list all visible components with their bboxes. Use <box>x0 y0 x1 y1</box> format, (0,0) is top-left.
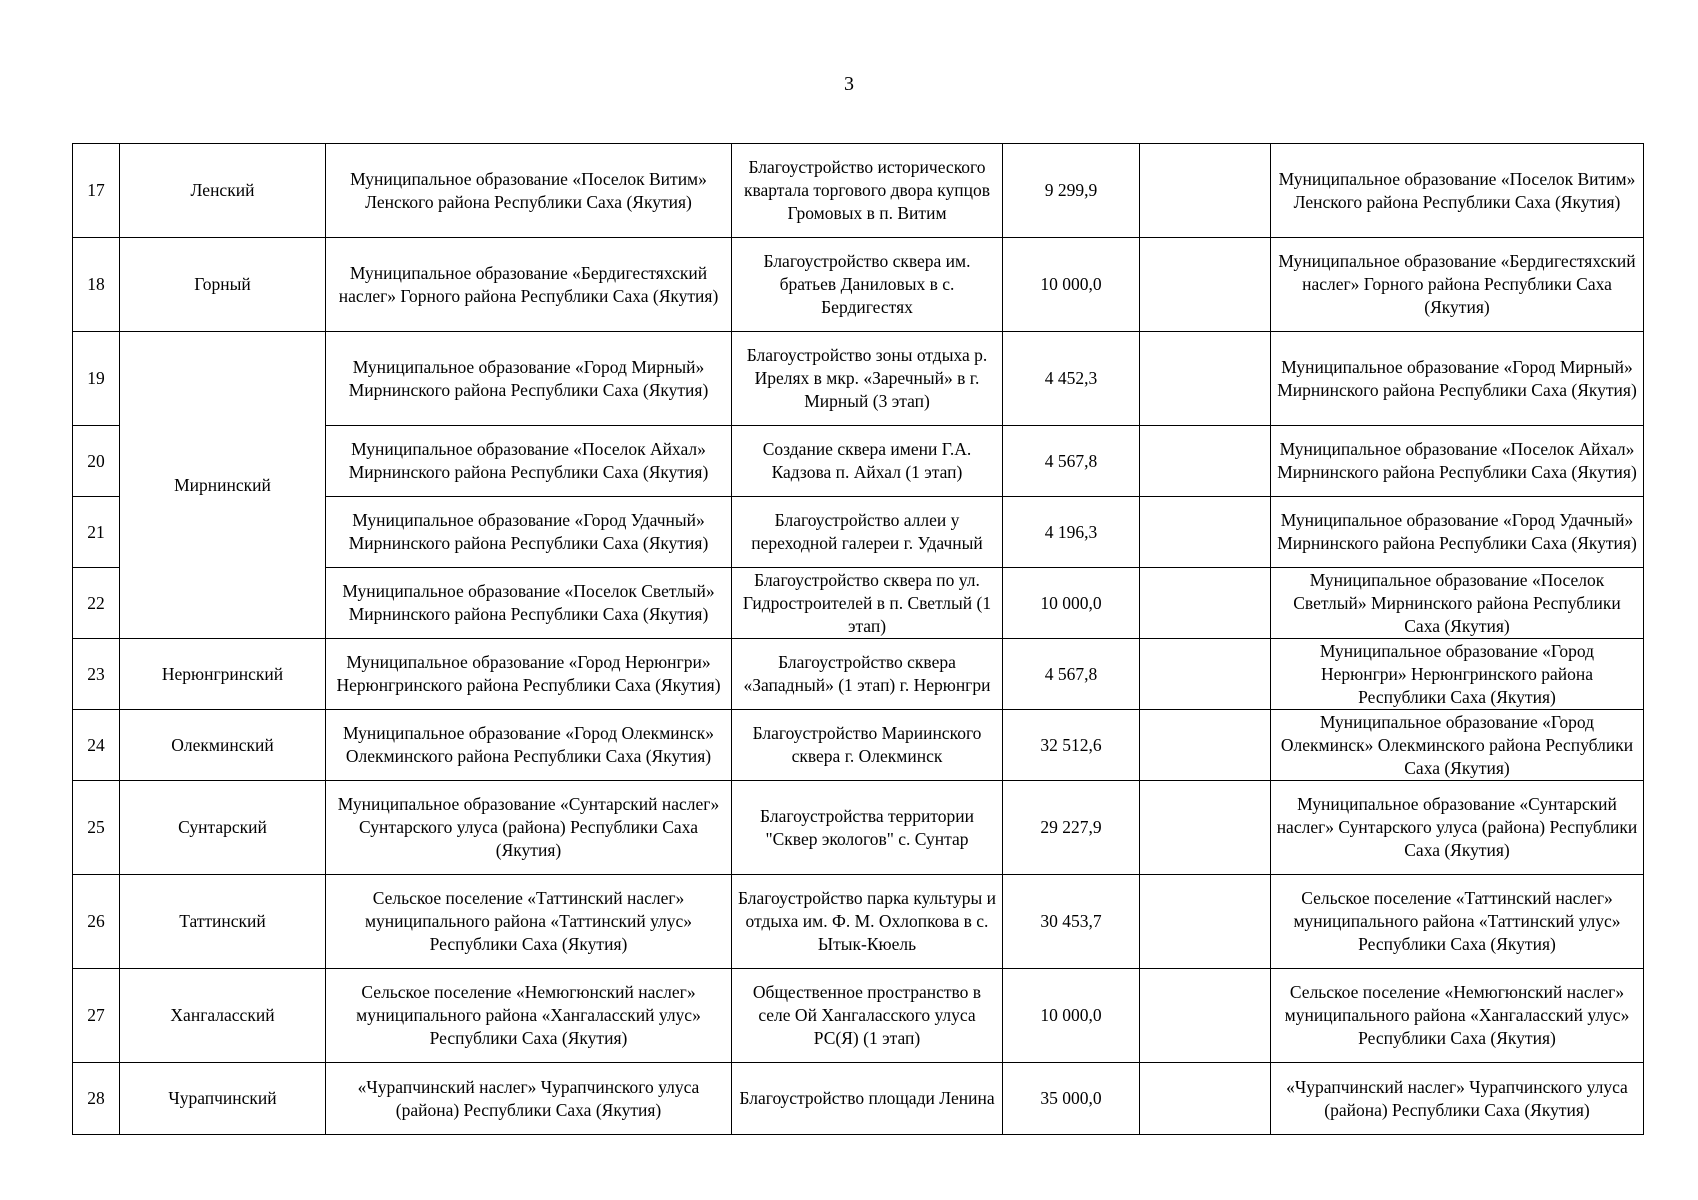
empty-cell <box>1140 426 1271 497</box>
recipient-cell: Муниципальное образование «Бердигестяхский наслег» Горного района Республики Саха (Якутия) <box>1271 238 1644 332</box>
recipient-cell: Муниципальное образование «Город Нерюнгри» Нерюнгринского района Республики Саха (Якутия) <box>1271 639 1644 710</box>
amount-cell: 10 000,0 <box>1003 969 1140 1063</box>
row-number: 26 <box>73 875 120 969</box>
municipality-cell: Муниципальное образование «Поселок Айхал» Мирнинского района Республики Саха (Якутия) <box>326 426 732 497</box>
empty-cell <box>1140 710 1271 781</box>
recipient-cell: Сельское поселение «Немюгюнский наслег» муниципального района «Хангаласский улус» Республики Саха (Якутия) <box>1271 969 1644 1063</box>
project-cell: Благоустройство сквера по ул. Гидростроителей в п. Светлый (1 этап) <box>732 568 1003 639</box>
empty-cell <box>1140 238 1271 332</box>
empty-cell <box>1140 781 1271 875</box>
recipient-cell: Муниципальное образование «Город Олекминск» Олекминского района Республики Саха (Якутия) <box>1271 710 1644 781</box>
municipality-cell: Муниципальное образование «Город Нерюнгри» Нерюнгринского района Республики Саха (Якутия) <box>326 639 732 710</box>
project-cell: Благоустройство площади Ленина <box>732 1063 1003 1135</box>
project-cell: Общественное пространство в селе Ой Хангаласского улуса РС(Я) (1 этап) <box>732 969 1003 1063</box>
empty-cell <box>1140 144 1271 238</box>
empty-cell <box>1140 497 1271 568</box>
project-cell: Благоустройство парка культуры и отдыха им. Ф. М. Охлопкова в с. Ытык-Кюель <box>732 875 1003 969</box>
row-number: 21 <box>73 497 120 568</box>
row-number: 25 <box>73 781 120 875</box>
row-number: 17 <box>73 144 120 238</box>
amount-cell: 30 453,7 <box>1003 875 1140 969</box>
recipient-cell: Сельское поселение «Таттинский наслег» муниципального района «Таттинский улус» Республики Саха (Якутия) <box>1271 875 1644 969</box>
district-name: Олекминский <box>120 710 326 781</box>
table-row <box>73 639 1644 710</box>
municipality-cell: Муниципальное образование «Город Мирный» Мирнинского района Республики Саха (Якутия) <box>326 332 732 426</box>
project-cell: Благоустройство сквера им. братьев Даниловых в с. Бердигестях <box>732 238 1003 332</box>
table-row <box>73 144 1644 238</box>
table-row <box>73 1063 1644 1135</box>
row-number: 27 <box>73 969 120 1063</box>
municipality-cell: Муниципальное образование «Город Удачный» Мирнинского района Республики Саха (Якутия) <box>326 497 732 568</box>
row-number: 19 <box>73 332 120 426</box>
amount-cell: 4 452,3 <box>1003 332 1140 426</box>
district-name: Чурапчинский <box>120 1063 326 1135</box>
amount-cell: 32 512,6 <box>1003 710 1140 781</box>
amount-cell: 4 196,3 <box>1003 497 1140 568</box>
row-number: 24 <box>73 710 120 781</box>
row-number: 23 <box>73 639 120 710</box>
empty-cell <box>1140 1063 1271 1135</box>
row-number: 20 <box>73 426 120 497</box>
amount-cell: 9 299,9 <box>1003 144 1140 238</box>
project-cell: Благоустройство исторического квартала торгового двора купцов Громовых в п. Витим <box>732 144 1003 238</box>
recipient-cell: «Чурапчинский наслег» Чурапчинского улуса (района) Республики Саха (Якутия) <box>1271 1063 1644 1135</box>
recipient-cell: Муниципальное образование «Поселок Светлый» Мирнинского района Республики Саха (Якутия) <box>1271 568 1644 639</box>
recipient-cell: Муниципальное образование «Поселок Витим» Ленского района Республики Саха (Якутия) <box>1271 144 1644 238</box>
table-row <box>73 781 1644 875</box>
empty-cell <box>1140 969 1271 1063</box>
amount-cell: 10 000,0 <box>1003 568 1140 639</box>
district-name: Ленский <box>120 144 326 238</box>
recipient-cell: Муниципальное образование «Город Удачный» Мирнинского района Республики Саха (Якутия) <box>1271 497 1644 568</box>
project-cell: Благоустройство сквера «Западный» (1 этап) г. Нерюнгри <box>732 639 1003 710</box>
empty-cell <box>1140 332 1271 426</box>
project-cell: Благоустройство зоны отдыха р. Ирелях в мкр. «Заречный» в г. Мирный (3 этап) <box>732 332 1003 426</box>
row-number: 22 <box>73 568 120 639</box>
district-name: Горный <box>120 238 326 332</box>
recipient-cell: Муниципальное образование «Город Мирный» Мирнинского района Республики Саха (Якутия) <box>1271 332 1644 426</box>
municipality-cell: Сельское поселение «Немюгюнский наслег» муниципального района «Хангаласский улус» Республики Саха (Якутия) <box>326 969 732 1063</box>
amount-cell: 29 227,9 <box>1003 781 1140 875</box>
district-name: Таттинский <box>120 875 326 969</box>
recipient-cell: Муниципальное образование «Сунтарский наслег» Сунтарского улуса (района) Республики Саха (Якутия) <box>1271 781 1644 875</box>
municipality-cell: Муниципальное образование «Поселок Витим» Ленского района Республики Саха (Якутия) <box>326 144 732 238</box>
empty-cell <box>1140 875 1271 969</box>
amount-cell: 4 567,8 <box>1003 426 1140 497</box>
project-cell: Создание сквера имени Г.А. Кадзова п. Айхал (1 этап) <box>732 426 1003 497</box>
amount-cell: 4 567,8 <box>1003 639 1140 710</box>
amount-cell: 35 000,0 <box>1003 1063 1140 1135</box>
row-number: 18 <box>73 238 120 332</box>
table-row <box>73 875 1644 969</box>
project-cell: Благоустройства территории "Сквер экологов" с. Сунтар <box>732 781 1003 875</box>
municipality-cell: Муниципальное образование «Поселок Светлый» Мирнинского района Республики Саха (Якутия) <box>326 568 732 639</box>
project-cell: Благоустройство Мариинского сквера г. Олекминск <box>732 710 1003 781</box>
district-name: Хангаласский <box>120 969 326 1063</box>
page-number: 3 <box>844 73 854 95</box>
municipality-cell: Муниципальное образование «Город Олекминск» Олекминского района Республики Саха (Якутия) <box>326 710 732 781</box>
empty-cell <box>1140 568 1271 639</box>
municipality-cell: «Чурапчинский наслег» Чурапчинского улуса (района) Республики Саха (Якутия) <box>326 1063 732 1135</box>
row-number: 28 <box>73 1063 120 1135</box>
empty-cell <box>1140 639 1271 710</box>
municipality-cell: Сельское поселение «Таттинский наслег» муниципального района «Таттинский улус» Республики Саха (Якутия) <box>326 875 732 969</box>
municipality-cell: Муниципальное образование «Сунтарский наслег» Сунтарского улуса (района) Республики Саха (Якутия) <box>326 781 732 875</box>
table-row <box>73 238 1644 332</box>
table-row <box>73 969 1644 1063</box>
table-row <box>73 710 1644 781</box>
district-name: Нерюнгринский <box>120 639 326 710</box>
recipient-cell: Муниципальное образование «Поселок Айхал» Мирнинского района Республики Саха (Якутия) <box>1271 426 1644 497</box>
table-row <box>73 332 1644 426</box>
district-name: Мирнинский <box>120 332 326 639</box>
district-name: Сунтарский <box>120 781 326 875</box>
municipality-cell: Муниципальное образование «Бердигестяхский наслег» Горного района Республики Саха (Якутия) <box>326 238 732 332</box>
project-cell: Благоустройство аллеи у переходной галереи г. Удачный <box>732 497 1003 568</box>
registry-table <box>72 143 1644 1135</box>
amount-cell: 10 000,0 <box>1003 238 1140 332</box>
